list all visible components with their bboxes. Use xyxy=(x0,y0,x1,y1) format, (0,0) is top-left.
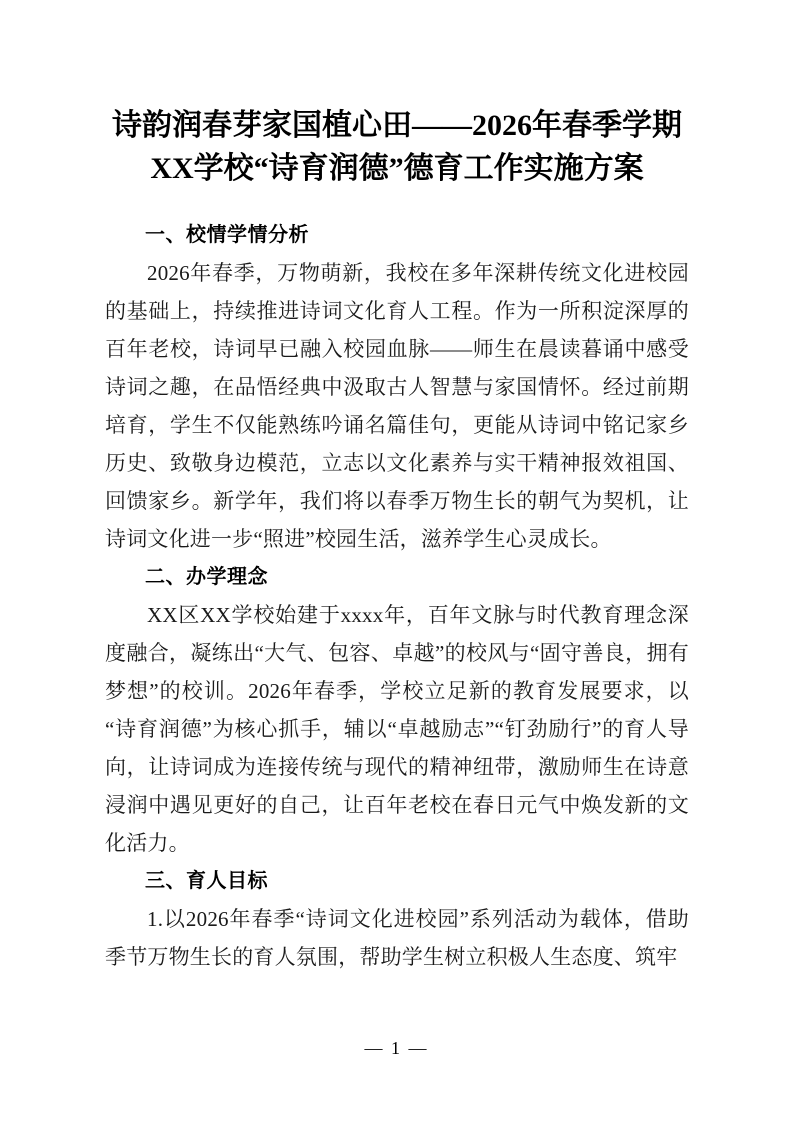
section-heading-3: 三、育人目标 xyxy=(145,870,268,892)
document-content xyxy=(105,0,689,976)
section-heading-1: 一、校情学情分析 xyxy=(145,224,309,246)
section-2-paragraph-1: XX区XX学校始建于xxxx年，百年文脉与时代教育理念深度融合，凝练出“大气、包容、卓越”的校风与“固守善良，拥有梦想”的校训。2026年春季，学校立足新的教育发展要求，以“诗育润德”为核心抓手，辅以“卓越励志”“钉劲励行”的育人导向，让诗词成为连接传统与现代的精神纽带，激励师生在诗意浸润中遇见更好的自己，让百年老校在春日元气中焕发新的文化活力。 xyxy=(105,603,689,855)
title-body-spacer xyxy=(105,190,689,216)
section-3-paragraph-1: 1.以2026年春季“诗词文化进校园”系列活动为载体，借助季节万物生长的育人氛围，帮助学生树立积极人生态度、筑牢 xyxy=(105,907,689,969)
section-heading-2: 二、办学理念 xyxy=(145,566,268,588)
section-1-paragraph-1: 2026年春季，万物萌新，我校在多年深耕传统文化进校园的基础上，持续推进诗词文化育人工程。作为一所积淀深厚的百年老校，诗词早已融入校园血脉——师生在晨读暮诵中感受诗词之趣，在品悟经典中汲取古人智慧与家国情怀。经过前期培育，学生不仅能熟练吟诵名篇佳句，更能从诗词中铭记家乡历史、致敬身边模范，立志以文化素养与实干精神报效祖国、回馈家乡。新学年，我们将以春季万物生长的朝气为契机，让诗词文化进一步“照进”校园生活，滋养学生心灵成长。 xyxy=(105,261,689,551)
page-number-footer: — 1 — xyxy=(364,1038,429,1058)
page-title: 诗韵润春芽家国植心田——2026年春季学期XX学校“诗育润德”德育工作实施方案 xyxy=(112,109,682,185)
